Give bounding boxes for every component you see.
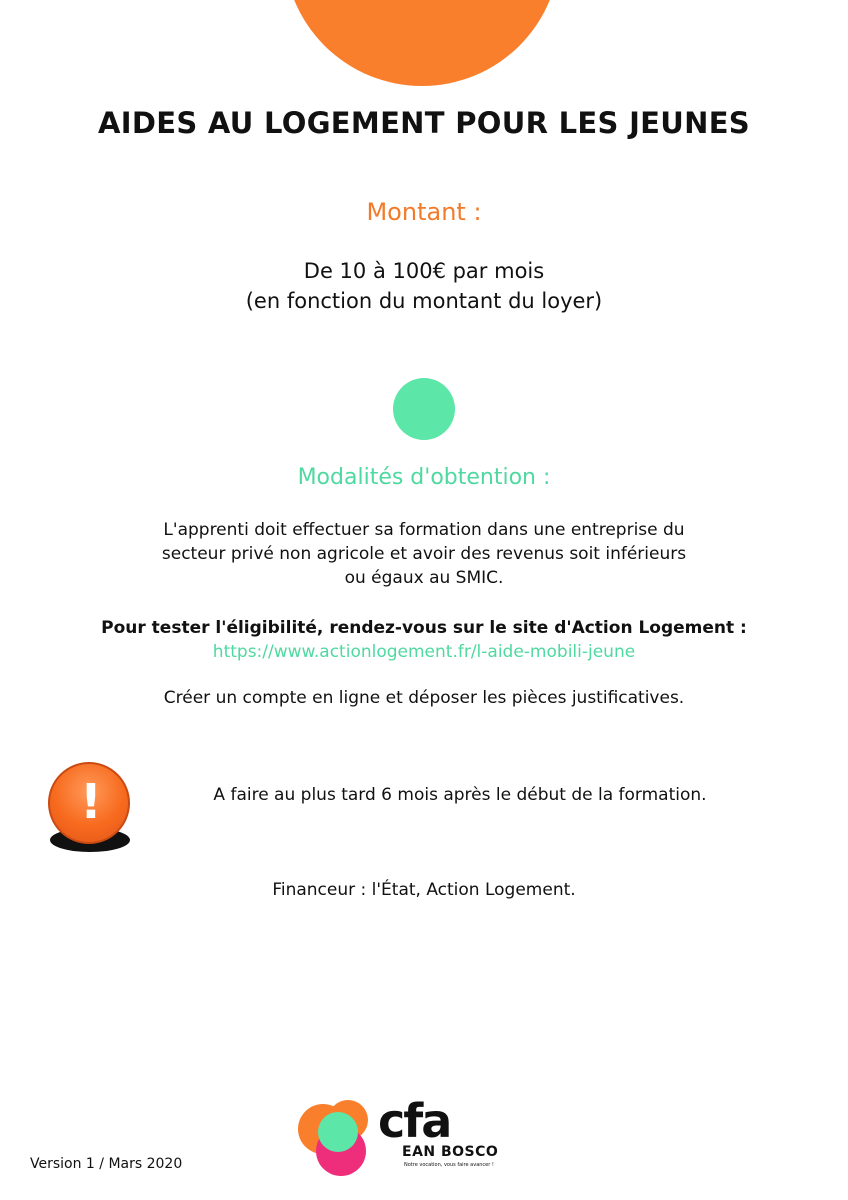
- action-logement-link[interactable]: https://www.actionlogement.fr/l-aide-mobili-jeune: [212, 642, 636, 662]
- deadline-text: A faire au plus tard 6 mois après le début de la formation.: [213, 785, 707, 805]
- cfa-logo: [298, 1094, 508, 1180]
- decorative-green-circle: [393, 378, 455, 440]
- description-line: L'apprenti doit effectuer sa formation dans une entreprise du: [163, 520, 685, 540]
- description-line: secteur privé non agricole et avoir des revenus soit inférieurs: [161, 544, 687, 564]
- page-title: AIDES AU LOGEMENT POUR LES JEUNES: [98, 106, 750, 140]
- warning-badge: [48, 762, 134, 854]
- logo-name: EAN BOSCO: [402, 1144, 499, 1160]
- description-line: ou égaux au SMIC.: [344, 568, 504, 588]
- eligibility-text: Pour tester l'éligibilité, rendez-vous sur le site d'Action Logement :: [101, 618, 747, 638]
- logo-wordmark: cfa: [378, 1094, 451, 1148]
- montant-text: [0, 256, 848, 316]
- logo-green-circle: [318, 1112, 358, 1152]
- modalites-description: [0, 518, 848, 590]
- montant-line: De 10 à 100€ par mois: [303, 259, 545, 283]
- account-instructions: Créer un compte en ligne et déposer les pièces justificatives.: [163, 688, 685, 708]
- montant-line: (en fonction du montant du loyer): [245, 289, 603, 313]
- montant-heading: Montant :: [366, 198, 482, 226]
- logo-tagline: Notre vocation, vous faire avancer !: [404, 1162, 494, 1168]
- modalites-heading: Modalités d'obtention :: [297, 465, 551, 490]
- financeur-text: Financeur : l'État, Action Logement.: [272, 880, 576, 900]
- decorative-orange-circle: [284, 0, 560, 86]
- version-label: Version 1 / Mars 2020: [30, 1156, 183, 1172]
- exclamation-icon: !: [80, 774, 102, 830]
